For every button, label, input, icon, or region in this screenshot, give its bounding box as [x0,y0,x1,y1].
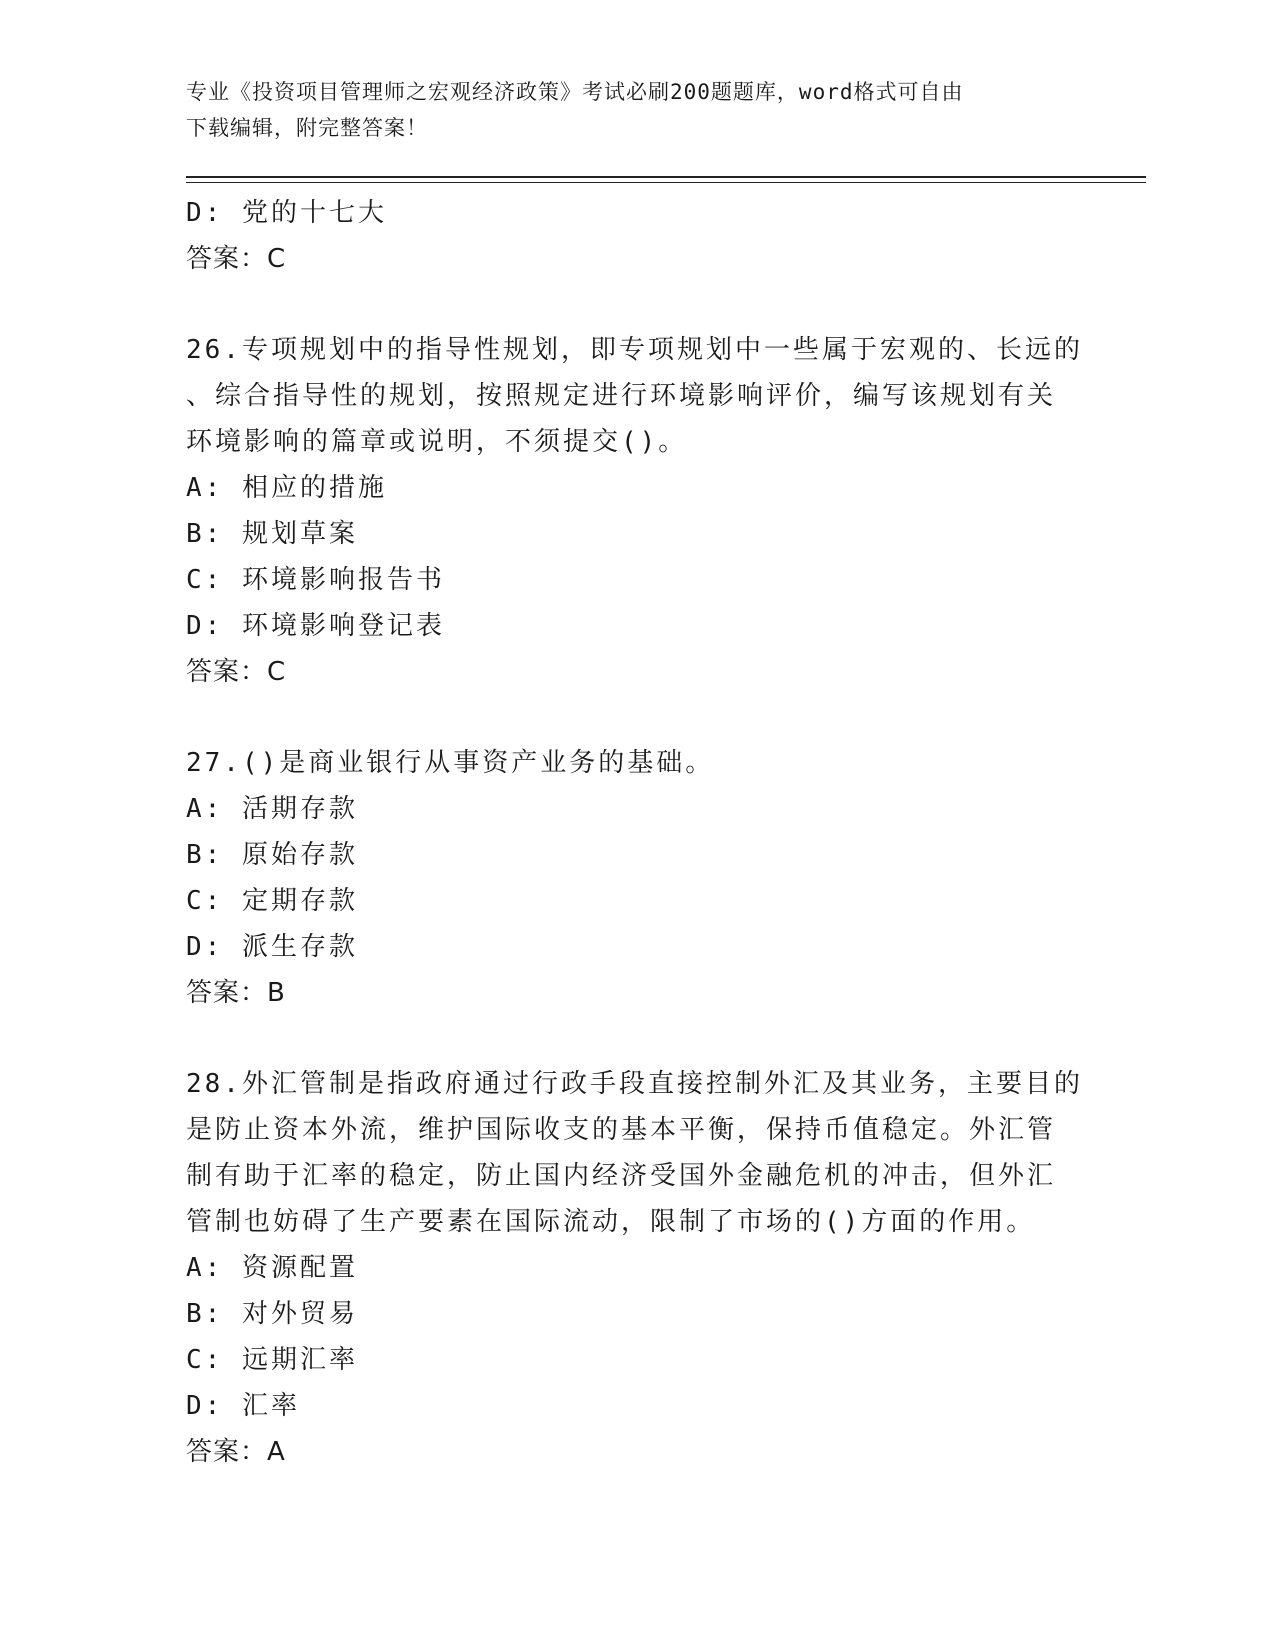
header-line-1: 专业《投资项目管理师之宏观经济政策》考试必刷200题题库，word格式可自由 [186,80,964,104]
answer-line: 答案：B [186,978,286,1008]
question-stem-line: 、综合指导性的规划，按照规定进行环境影响评价，编写该规划有关 [186,381,1057,411]
option-a: A: 资源配置 [186,1253,358,1283]
question-stem-line: 27.()是商业银行从事资产业务的基础。 [186,748,715,778]
question-stem-line: 制有助于汇率的稳定，防止国内经济受国外金融危机的冲击，但外汇 [186,1161,1057,1191]
question-stem-line: 26.专项规划中的指导性规划，即专项规划中一些属于宏观的、长远的 [186,335,1083,365]
option-d: D: 党的十七大 [186,198,387,228]
option-c: C: 远期汇率 [186,1345,358,1375]
header-divider-thick [186,176,1146,178]
question-27 [186,740,1086,1016]
header-divider-thin [186,182,1146,183]
option-b: B: 对外贸易 [186,1299,358,1329]
question-stem-line: 环境影响的篇章或说明，不须提交()。 [186,427,688,457]
answer-line: 答案：C [186,657,287,687]
question-stem-line: 28.外汇管制是指政府通过行政手段直接控制外汇及其业务，主要目的 [186,1069,1083,1099]
question-28 [186,1061,1086,1475]
question-spacer [186,282,1086,327]
option-d: D: 环境影响登记表 [186,611,445,641]
answer-line: 答案：A [186,1437,286,1467]
question-spacer [186,695,1086,740]
option-c: C: 环境影响报告书 [186,565,445,595]
option-b: B: 规划草案 [186,519,358,549]
option-a: A: 相应的措施 [186,473,387,503]
option-d: D: 汇率 [186,1391,300,1421]
option-a: A: 活期存款 [186,794,358,824]
option-d: D: 派生存款 [186,932,358,962]
option-c: C: 定期存款 [186,886,358,916]
header-line-2: 下载编辑，附完整答案！ [186,116,428,140]
question-list [186,190,1086,1475]
question-26 [186,327,1086,695]
previous-question-tail [186,190,1086,282]
option-b: B: 原始存款 [186,840,358,870]
question-stem-line: 管制也妨碍了生产要素在国际流动，限制了市场的()方面的作用。 [186,1207,1036,1237]
answer-line: 答案：C [186,244,287,274]
page-header [186,74,1086,146]
question-stem-line: 是防止资本外流，维护国际收支的基本平衡，保持币值稳定。外汇管 [186,1115,1057,1145]
question-spacer [186,1016,1086,1061]
